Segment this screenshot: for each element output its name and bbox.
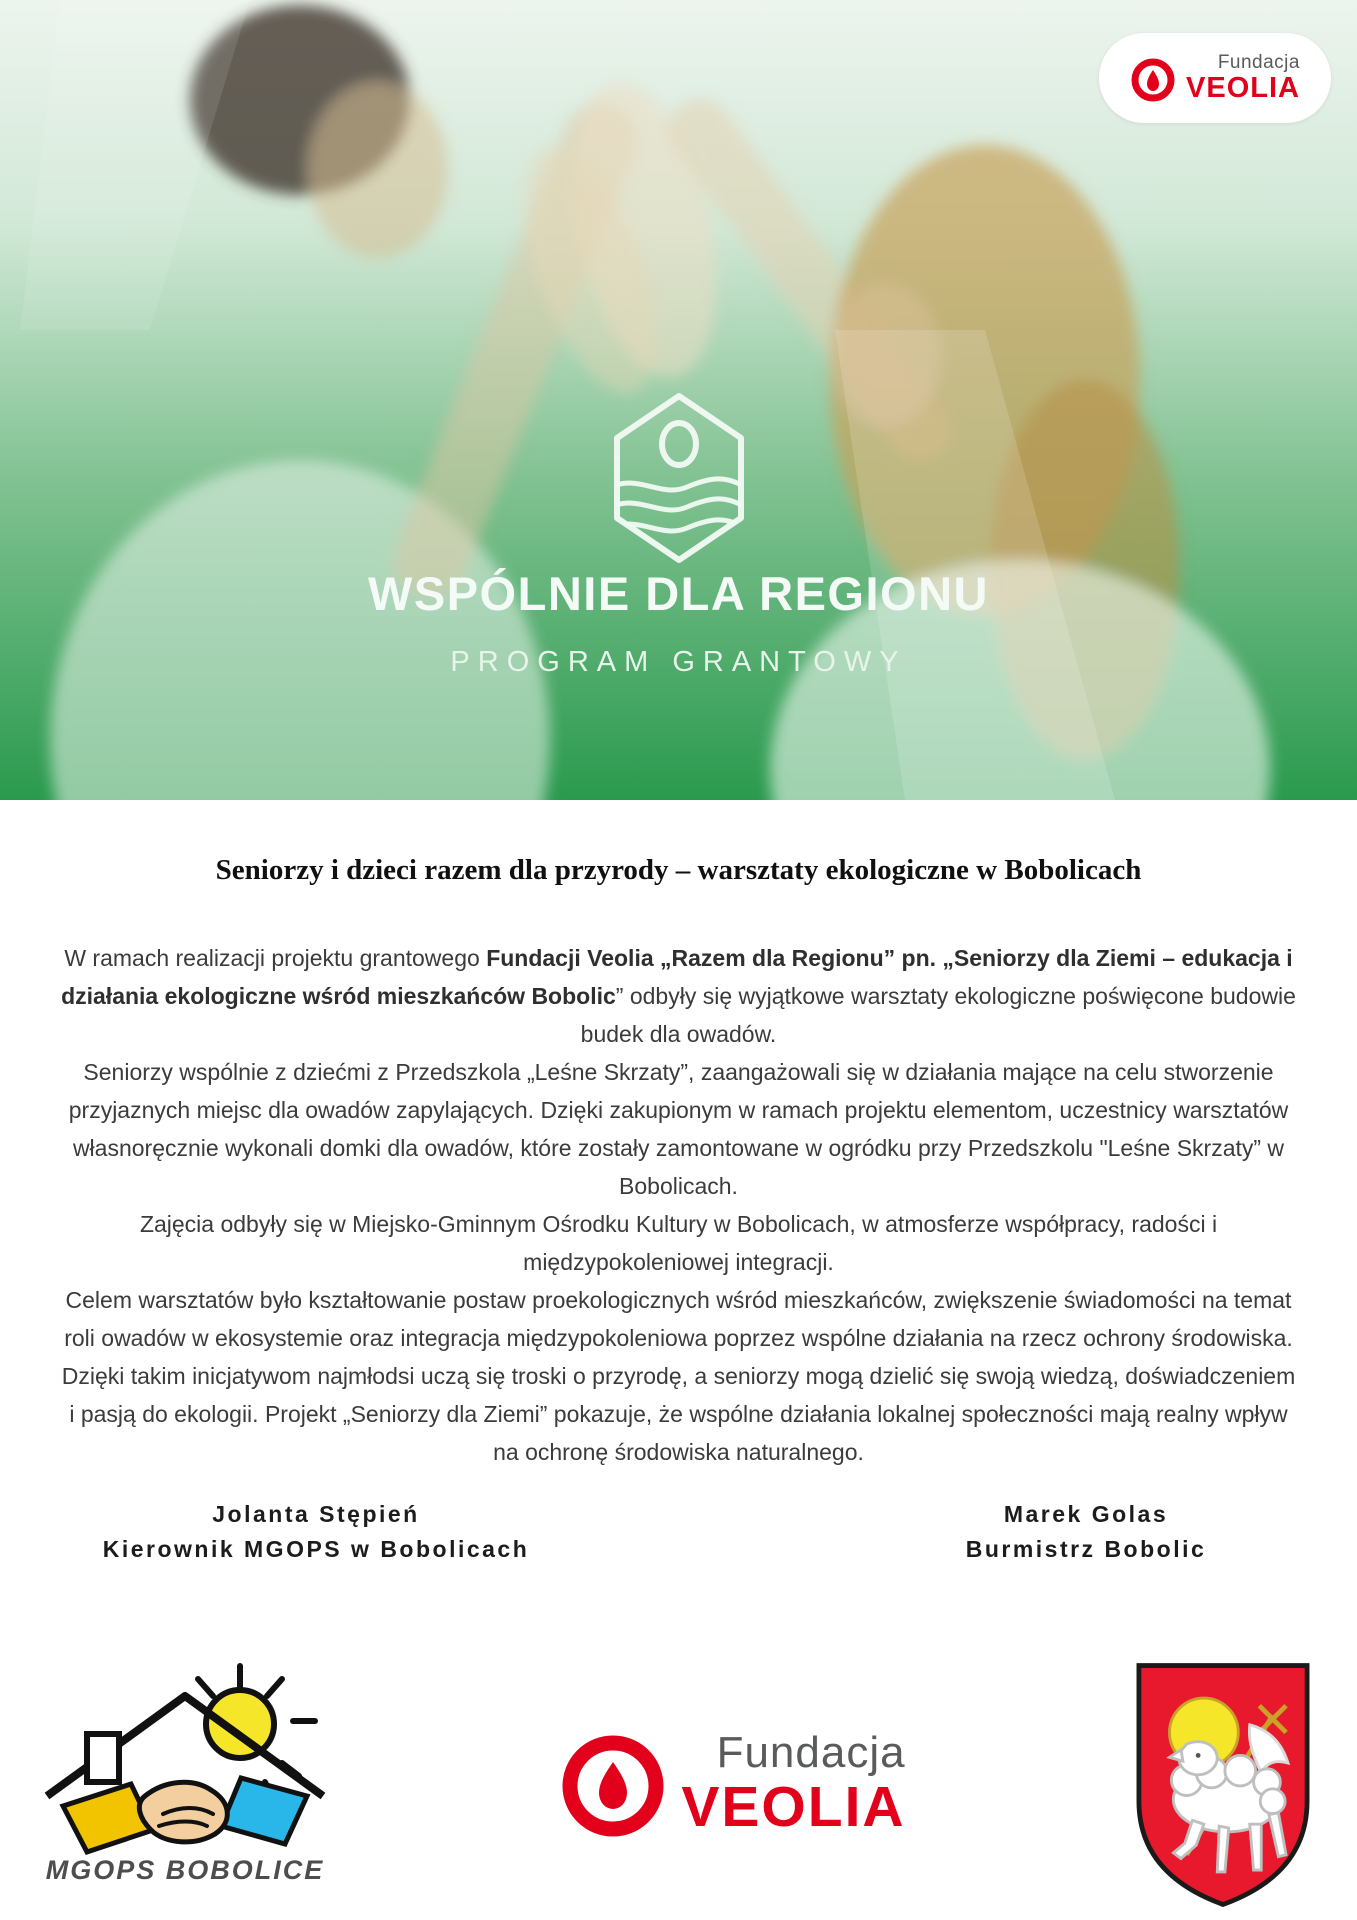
signature-right-name: Marek Golas: [1003, 1501, 1169, 1527]
footer-logos: [0, 1646, 1357, 1908]
paragraph-5: Dzięki takim inicjatywom najmłodsi uczą się troski o przyrodę, a seniorzy mogą dzielić się swoją wiedzą, doświadczeniem i pasją do ekologii. Projekt „Seniorzy dla Ziemi” pokazuje, że wspólne działania lokalnej społeczności mają realny wpływ na ochronę środowiska naturalnego.: [61, 1363, 1296, 1465]
signature-right: [861, 1497, 1311, 1567]
hero-title: WSPÓLNIE DLA REGIONU: [368, 567, 989, 620]
article-title: Seniorzy i dzieci razem dla przyrody – warsztaty ekologiczne w Bobolicach: [215, 854, 1142, 886]
signature-left-role: Kierownik MGOPS w Bobolicach: [102, 1536, 530, 1562]
signature-right-role: Burmistrz Bobolic: [965, 1536, 1207, 1562]
signature-left-name: Jolanta Stępień: [212, 1501, 420, 1527]
paragraph-2: Seniorzy wspólnie z dziećmi z Przedszkola „Leśne Skrzaty”, zaangażowali się w działania mające na celu stworzenie przyjaznych miejsc dla owadów zapylających. Dzięki zakupionym w ramach projektu elementom, uczestnicy warsztatów własnoręcznie wykonali domki dla owadów, które zostały zamontowane w ogródku przy Przedszkolu "Leśne Skrzaty” w Bobolicach.: [68, 1059, 1289, 1199]
veolia-fundacja-label: Fundacja: [716, 1727, 906, 1777]
mgops-logo: [30, 1646, 340, 1886]
bobolice-crest: [1127, 1656, 1327, 1919]
veolia-name-label: VEOLIA: [681, 1774, 906, 1839]
hexagon-sun-waves-icon: [609, 392, 749, 569]
veolia-ring-icon-large: [561, 1724, 665, 1842]
paragraph-1-post: ” odbyły się wyjątkowe warsztaty ekologiczne poświęcone budowie budek dla owadów.: [580, 983, 1296, 1047]
fundacja-veolia-logo: [561, 1724, 905, 1842]
crest-lamb-icon: [1127, 1656, 1319, 1914]
hero-banner: [0, 0, 1357, 800]
paragraph-3: Zajęcia odbyły się w Miejsko-Gminnym Ośrodku Kultury w Bobolicach, w atmosferze współpracy, radości i międzypokoleniowej integracji.: [139, 1211, 1218, 1275]
paragraph-4: Celem warsztatów było kształtowanie postaw proekologicznych wśród mieszkańców, zwiększenie świadomości na temat roli owadów w ekosystemie oraz integracja międzypokoleniowa poprzez wspólne działania na rzecz ochrony środowiska.: [64, 1287, 1293, 1351]
mgops-house-handshake-icon: [35, 1646, 335, 1856]
paragraph-1-pre: W ramach realizacji projektu grantowego: [64, 945, 487, 971]
badge-veolia-label: VEOLIA: [1186, 71, 1300, 104]
article-body: [61, 939, 1297, 1471]
veolia-badge: [1099, 33, 1331, 123]
paragraph-1: [61, 939, 1297, 1053]
signatures: [0, 1497, 1357, 1567]
veolia-ring-icon: [1130, 53, 1176, 103]
mgops-caption: MGOPS BOBOLICE: [45, 1855, 325, 1885]
signature-left: [36, 1497, 596, 1567]
hero-subtitle: PROGRAM GRANTOWY: [450, 646, 907, 678]
badge-fundacja-label: Fundacja: [1217, 51, 1300, 73]
paragraph-1-bold: Fundacji Veolia „Razem dla Regionu” pn. „Seniorzy dla Ziemi – edukacja i działania ekologiczne wśród mieszkańców Bobolic: [61, 945, 1293, 1009]
